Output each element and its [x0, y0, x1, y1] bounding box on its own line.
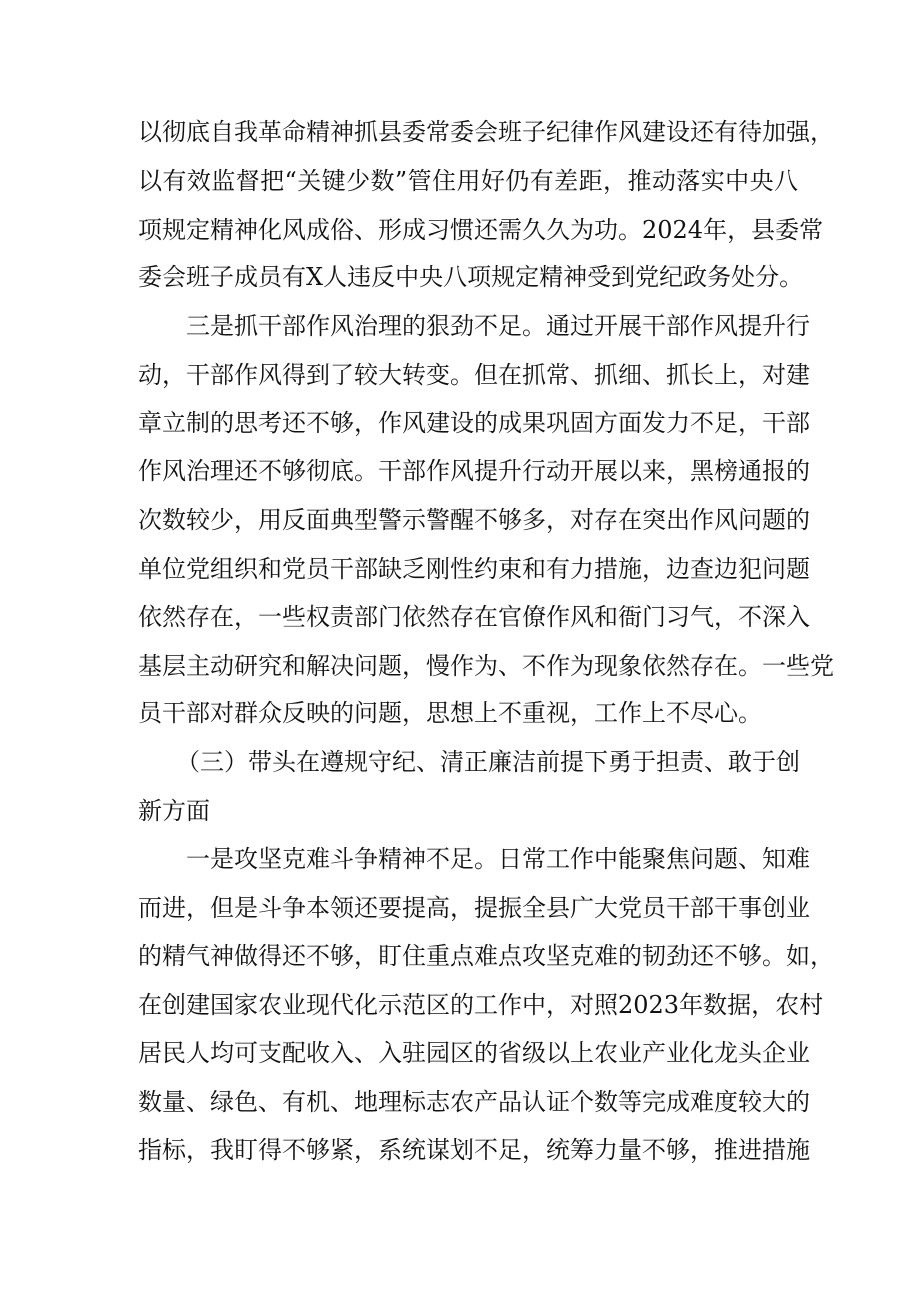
body-text-line: 项规定精神化风成俗、形成习惯还需久久为功。2024年，县委常: [138, 216, 824, 244]
body-text-line: 动，干部作风得到了较大转变。但在抓常、抓细、抓长上，对建: [138, 361, 810, 389]
body-text-line: 以有效监督把“关键少数”管住用好仍有差距，推动落实中央八: [138, 167, 798, 195]
body-text-line: 在创建国家农业现代化示范区的工作中，对照2023年数据，农村: [138, 991, 824, 1019]
section-heading: （三）带头在遵规守纪、清正廉洁前提下勇于担责、敢于创: [176, 748, 800, 776]
body-text-line: 作风治理还不够彻底。干部作风提升行动开展以来，黑榜通报的: [138, 457, 810, 485]
body-text-line: 委会班子成员有X人违反中央八项规定精神受到党纪政务处分。: [138, 263, 804, 291]
body-text-line: 员干部对群众反映的问题，思想上不重视，工作上不尽心。: [138, 699, 762, 727]
body-text-line: 指标，我盯得不够紧，系统谋划不足，统筹力量不够，推进措施: [138, 1136, 810, 1164]
body-text-line: 而进，但是斗争本领还要提高，提振全县广大党员干部干事创业: [138, 894, 810, 922]
body-text-line: 以彻底自我革命精神抓县委常委会班子纪律作风建设还有待加强，: [138, 118, 834, 146]
body-text-line: 次数较少，用反面典型警示警醒不够多，对存在突出作风问题的: [138, 506, 810, 534]
body-text-line: 的精气神做得还不够，盯住重点难点攻坚克难的韧劲还不够。如，: [138, 942, 834, 970]
paragraph-first-line: 一是攻坚克难斗争精神不足。日常工作中能聚焦问题、知难: [186, 845, 810, 873]
paragraph-first-line: 三是抓干部作风治理的狠劲不足。通过开展干部作风提升行: [186, 312, 810, 340]
section-heading-continued: 新方面: [138, 797, 210, 825]
body-text-line: 数量、绿色、有机、地理标志农产品认证个数等完成难度较大的: [138, 1088, 810, 1116]
body-text-line: 单位党组织和党员干部缺乏刚性约束和有力措施，边查边犯问题: [138, 555, 810, 583]
body-text-line: 依然存在，一些权责部门依然存在官僚作风和衙门习气，不深入: [138, 603, 810, 631]
body-text-line: 居民人均可支配收入、入驻园区的省级以上农业产业化龙头企业: [138, 1039, 810, 1067]
body-text-line: 章立制的思考还不够，作风建设的成果巩固方面发力不足，干部: [138, 409, 810, 437]
body-text-line: 基层主动研究和解决问题，慢作为、不作为现象依然存在。一些党: [138, 652, 834, 680]
